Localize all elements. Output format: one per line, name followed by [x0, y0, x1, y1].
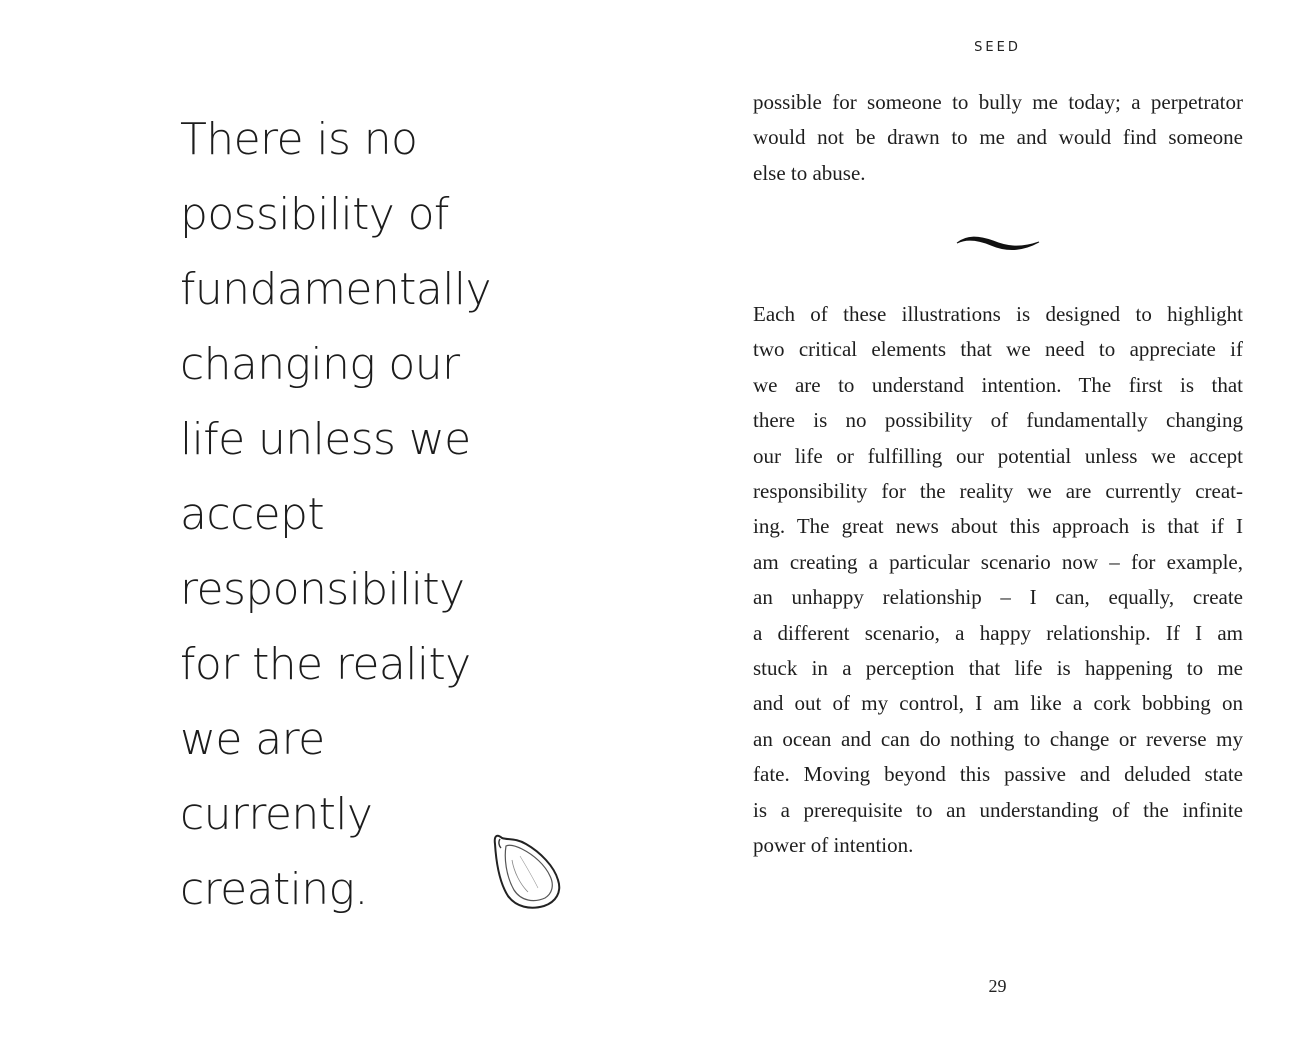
- paragraph: [753, 85, 1243, 191]
- pull-quote-line: fundamentally: [180, 264, 491, 315]
- text-line: would not be drawn to me and would find someone: [753, 125, 1243, 150]
- paragraph: [753, 297, 1243, 864]
- pull-quote-line: we are: [180, 714, 325, 765]
- text-line: else to abuse.: [753, 160, 866, 185]
- text-line: and out of my control, I am like a cork bobbing on: [753, 691, 1243, 716]
- text-line: an unhappy relationship – I can, equally, create: [753, 585, 1243, 610]
- text-line: stuck in a perception that life is happening to me: [753, 656, 1243, 681]
- pull-quote-line: responsibility: [180, 564, 465, 615]
- text-line: possible for someone to bully me today; a perpetrator: [753, 90, 1243, 114]
- right-page: [655, 0, 1311, 1051]
- swash-divider-icon: [953, 232, 1043, 254]
- text-line: a different scenario, a happy relationship. If I am: [753, 620, 1243, 645]
- left-page: [0, 0, 655, 1051]
- text-line: ing. The great news about this approach is that if I: [753, 514, 1243, 539]
- text-line: we are to understand intention. The first is that: [753, 372, 1243, 397]
- text-line: responsibility for the reality we are currently creat-: [753, 479, 1243, 504]
- pull-quote-line: life unless we: [180, 414, 471, 465]
- pull-quote: [180, 102, 510, 927]
- text-line: am creating a particular scenario now – for example,: [753, 549, 1243, 574]
- page-number: 29: [988, 976, 1007, 996]
- pull-quote-line: possibility of: [180, 189, 449, 240]
- pull-quote-line: currently: [180, 789, 373, 840]
- pull-quote-line: creating.: [180, 864, 368, 915]
- pull-quote-line: There is no: [180, 114, 418, 165]
- text-line: an ocean and can do nothing to change or reverse my: [753, 726, 1243, 751]
- text-line: there is no possibility of fundamentally changing: [753, 408, 1243, 433]
- text-line: power of intention.: [753, 833, 914, 858]
- text-line: Each of these illustrations is designed to highlight: [753, 302, 1243, 326]
- running-head: SEED: [974, 40, 1021, 55]
- seed-icon: [492, 830, 564, 910]
- pull-quote-line: for the reality: [180, 639, 471, 690]
- text-line: our life or fulfilling our potential unless we accept: [753, 443, 1243, 468]
- text-line: is a prerequisite to an understanding of the infinite: [753, 797, 1243, 822]
- pull-quote-line: accept: [180, 489, 324, 540]
- text-line: two critical elements that we need to appreciate if: [753, 337, 1243, 362]
- text-line: fate. Moving beyond this passive and deluded state: [753, 762, 1243, 787]
- pull-quote-line: changing our: [180, 339, 460, 390]
